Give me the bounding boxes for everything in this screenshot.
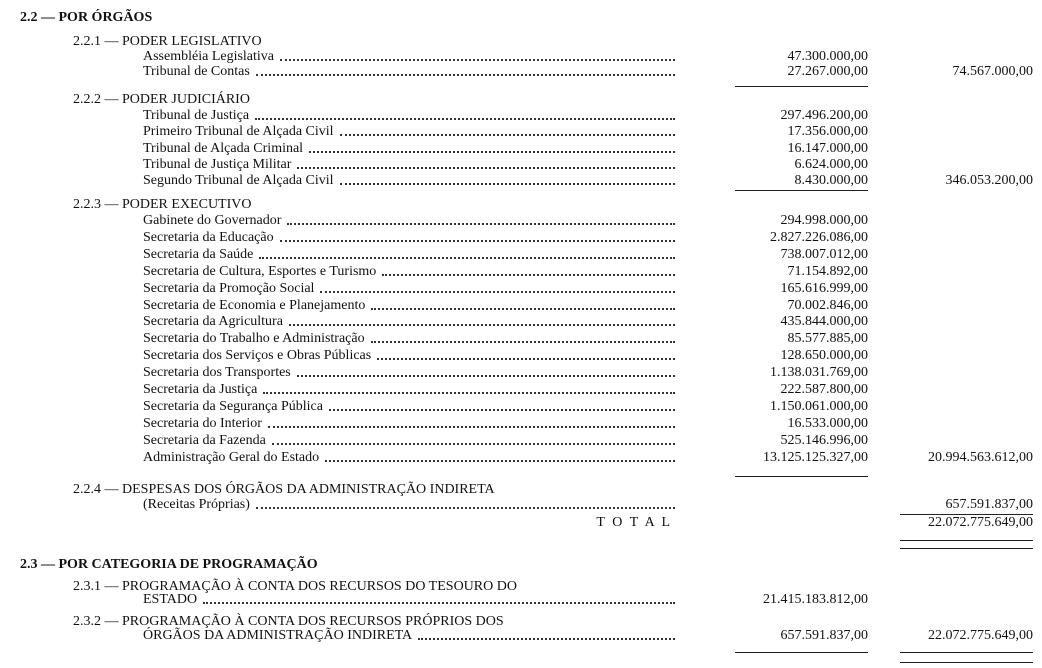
row-label: (Receitas Próprias) <box>143 497 250 512</box>
subtotal-rule <box>735 652 868 653</box>
subtotal-value: 346.053.200,00 <box>945 173 1033 189</box>
dot-leader <box>256 507 675 509</box>
table-row <box>143 213 675 229</box>
row-label: Segundo Tribunal de Alçada Civil <box>143 173 334 189</box>
total-double-rule <box>900 540 1033 541</box>
subtotal-value: 74.567.000,00 <box>952 64 1033 79</box>
dot-leader <box>289 324 675 326</box>
row-value: 13.125.125.327,00 <box>763 449 868 465</box>
dot-leader <box>377 358 675 360</box>
table-row <box>143 230 675 246</box>
dot-leader <box>256 74 675 76</box>
dot-leader <box>280 240 675 242</box>
row-value: 27.267.000,00 <box>787 64 868 79</box>
grand-total: 22.072.775.649,00 <box>928 515 1033 530</box>
row-label: Secretaria da Saúde <box>143 246 254 262</box>
row-label: Secretaria do Trabalho e Administração <box>143 331 365 347</box>
subtotal-value: 20.994.563.612,00 <box>928 449 1033 465</box>
total-programacao: 22.072.775.649,00 <box>928 628 1033 643</box>
subtotal-indireta: 657.591.837,00 <box>945 497 1033 512</box>
dot-leader <box>340 183 675 185</box>
dot-leader <box>325 460 675 462</box>
total-double-rule <box>900 652 1033 653</box>
row-value: 1.138.031.769,00 <box>770 365 868 381</box>
row-value: 525.146.996,00 <box>780 432 868 448</box>
table-row <box>143 49 675 65</box>
row-label: Tribunal de Alçada Criminal <box>143 140 304 156</box>
subtotal-rule <box>735 190 868 191</box>
table-row <box>143 247 675 263</box>
table-row <box>143 141 675 157</box>
dot-leader <box>287 223 675 225</box>
row-value: 8.430.000,00 <box>794 173 868 189</box>
dot-leader <box>382 274 675 276</box>
table-row <box>143 450 675 466</box>
table-row <box>143 264 675 280</box>
table-row <box>143 365 675 381</box>
row-label: Secretaria da Segurança Pública <box>143 398 323 414</box>
dot-leader <box>297 167 675 169</box>
row-label: Secretaria da Agricultura <box>143 314 283 330</box>
row-value: 738.007.012,00 <box>780 246 868 262</box>
table-row <box>143 157 675 173</box>
row-estado <box>143 592 675 608</box>
heading-poder-executivo: 2.2.3 — PODER EXECUTIVO <box>73 197 252 212</box>
table-row <box>143 433 675 449</box>
table-row <box>143 281 675 297</box>
row-value: 71.154.892,00 <box>787 263 868 279</box>
subtotal-rule <box>735 86 868 87</box>
heading-recursos-proprios: 2.3.2 — PROGRAMAÇÃO À CONTA DOS RECURSOS PRÓPRIOS DOS <box>73 614 504 629</box>
row-label: Secretaria da Promoção Social <box>143 280 315 296</box>
heading-poder-legislativo: 2.2.1 — PODER LEGISLATIVO <box>73 34 262 49</box>
table-row <box>143 416 675 432</box>
dot-leader <box>329 409 675 411</box>
row-label: Administração Geral do Estado <box>143 449 320 465</box>
table-row <box>143 173 675 189</box>
dot-leader <box>255 118 675 120</box>
dot-leader <box>320 291 675 293</box>
dot-leader <box>418 638 675 640</box>
dot-leader <box>371 308 675 310</box>
row-value: 85.577.885,00 <box>787 331 868 347</box>
subtotal-rule <box>735 476 868 477</box>
row-label: Assembléia Legislativa <box>143 49 275 64</box>
dot-leader <box>203 602 675 604</box>
dot-leader <box>268 426 675 428</box>
section-title-por-orgaos: 2.2 — POR ÓRGÃOS <box>20 10 153 25</box>
row-value: 294.998.000,00 <box>780 213 868 228</box>
heading-poder-judiciario: 2.2.2 — PODER JUDICIÁRIO <box>73 92 250 107</box>
row-label: Secretaria dos Transportes <box>143 365 291 381</box>
dot-leader <box>259 257 675 259</box>
row-value: 16.533.000,00 <box>787 415 868 431</box>
dot-leader <box>297 375 675 377</box>
row-value: 16.147.000,00 <box>787 140 868 156</box>
row-value: 435.844.000,00 <box>780 314 868 330</box>
row-value: 17.356.000,00 <box>787 124 868 140</box>
dot-leader <box>272 443 675 445</box>
table-row <box>143 399 675 415</box>
table-row <box>143 382 675 398</box>
heading-recursos-tesouro: 2.3.1 — PROGRAMAÇÃO À CONTA DOS RECURSOS DO TESOURO DO <box>73 579 517 594</box>
table-row <box>143 108 675 124</box>
total-label: T O T A L <box>596 515 672 530</box>
row-label: Tribunal de Justiça <box>143 108 250 123</box>
row-label: Secretaria da Educação <box>143 229 274 245</box>
heading-administracao-indireta: 2.2.4 — DESPESAS DOS ÓRGÃOS DA ADMINISTRAÇÃO INDIRETA <box>73 482 495 497</box>
row-value: 47.300.000,00 <box>787 49 868 64</box>
value-proprios: 657.591.837,00 <box>780 628 868 643</box>
row-label: Gabinete do Governador <box>143 213 282 228</box>
row-receitas-proprias <box>143 497 675 513</box>
table-row <box>143 331 675 347</box>
row-value: 6.624.000,00 <box>794 156 868 172</box>
row-value: 165.616.999,00 <box>780 280 868 296</box>
dot-leader <box>280 59 675 61</box>
table-row <box>143 124 675 140</box>
row-label: Tribunal de Contas <box>143 64 250 79</box>
row-orgaos-indireta <box>143 628 675 644</box>
row-label: Primeiro Tribunal de Alçada Civil <box>143 124 334 140</box>
row-value: 128.650.000,00 <box>780 348 868 364</box>
row-label: Secretaria da Fazenda <box>143 432 266 448</box>
row-label: Tribunal de Justiça Militar <box>143 156 292 172</box>
row-label: ESTADO <box>143 592 198 607</box>
row-label: Secretaria de Cultura, Esportes e Turismo <box>143 263 377 279</box>
row-value: 1.150.061.000,00 <box>770 398 868 414</box>
total-double-rule <box>900 662 1033 663</box>
row-value: 222.587.800,00 <box>780 382 868 397</box>
row-label: ÓRGÃOS DA ADMINISTRAÇÃO INDIRETA <box>143 628 413 643</box>
row-label: Secretaria de Economia e Planejamento <box>143 297 366 313</box>
row-label: Secretaria da Justiça <box>143 382 258 397</box>
table-row <box>143 348 675 364</box>
table-row <box>143 64 675 80</box>
dot-leader <box>340 134 675 136</box>
table-row <box>143 298 675 314</box>
row-value: 297.496.200,00 <box>780 108 868 123</box>
table-row <box>143 314 675 330</box>
value-tesouro: 21.415.183.812,00 <box>763 592 868 607</box>
dot-leader <box>263 392 675 394</box>
dot-leader <box>309 151 675 153</box>
row-label: Secretaria dos Serviços e Obras Públicas <box>143 348 372 364</box>
section-title-por-categoria: 2.3 — POR CATEGORIA DE PROGRAMAÇÃO <box>20 557 318 572</box>
row-label: Secretaria do Interior <box>143 415 262 431</box>
dot-leader <box>371 341 675 343</box>
row-value: 70.002.846,00 <box>787 297 868 313</box>
row-value: 2.827.226.086,00 <box>770 229 868 245</box>
total-double-rule <box>900 548 1033 549</box>
